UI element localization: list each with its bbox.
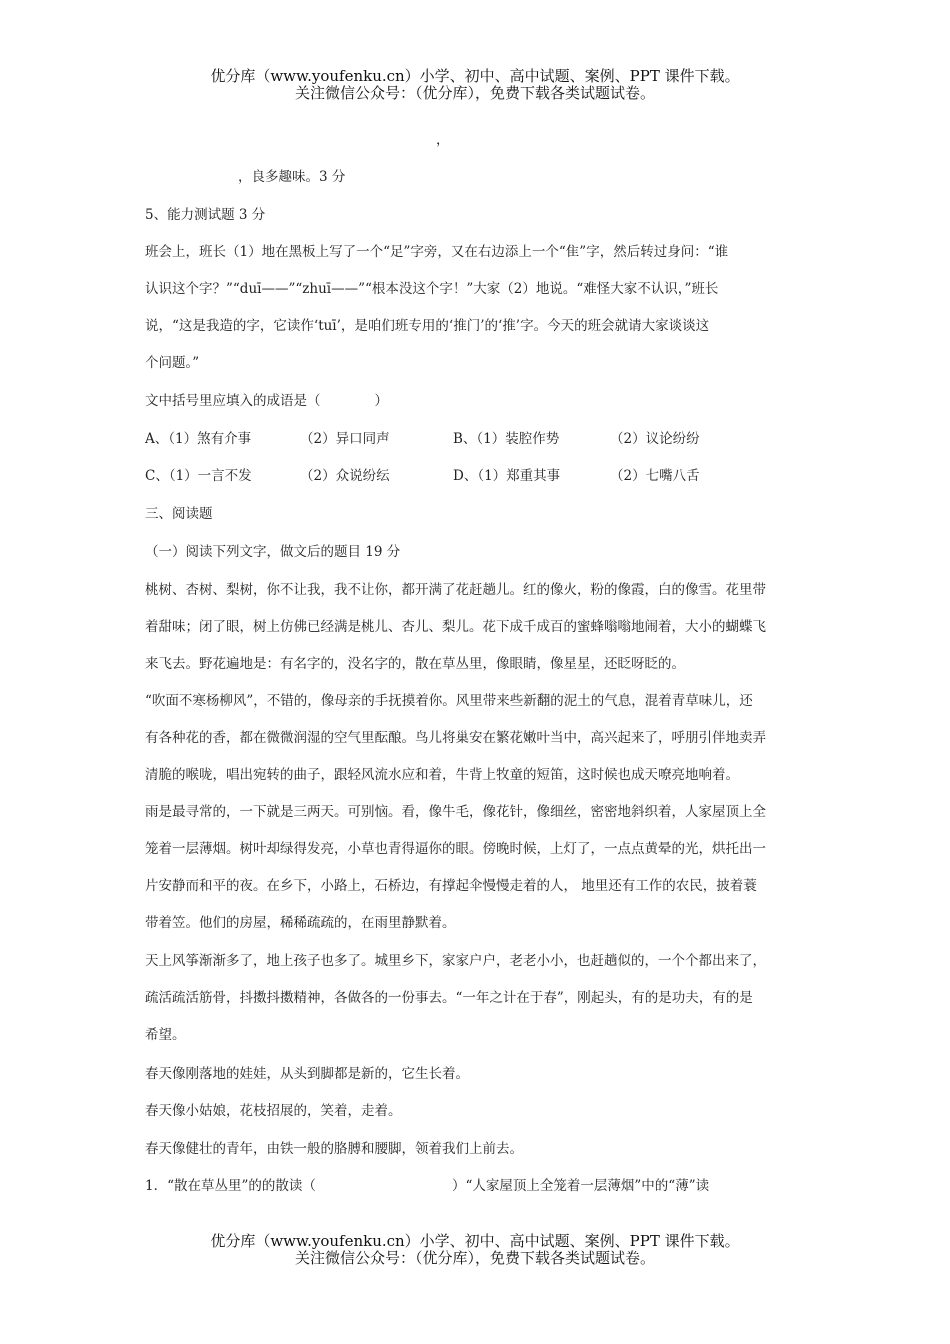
footer-line-2: 关注微信公众号：（优分库），免费下载各类试题试卷。 (294, 1249, 655, 1267)
passage-line: 雨是最寻常的，一下就是三两天。可别恼。看，像牛毛，像花针，像细丝，密密地斜织着，人家屋顶上全 (145, 804, 766, 820)
passage-line: 着甜味；闭了眼，树上仿佛已经满是桃儿、杏儿、梨儿。花下成千成百的蜜蜂嗡嗡地闹着，大小的蝴蝶飞 (145, 619, 766, 635)
passage-line: 疏活疏活筋骨，抖擞抖擞精神，各做各的一份事去。“一年之计在于春”，刚起头，有的是功夫，有的是 (145, 990, 753, 1006)
passage-line: 春天像健壮的青年，由铁一般的胳膊和腰脚，领着我们上前去。 (145, 1141, 523, 1157)
q5-paragraph: 认识这个字？”“duī——”“zhuī——”“根本没这个字！”大家（2）地说。“难怪大家不认识，”班长 (145, 281, 719, 297)
passage-line: 笼着一层薄烟。树叶却绿得发亮，小草也青得逼你的眼。傍晚时候，上灯了，一点点黄晕的光，烘托出一 (145, 841, 766, 857)
passage-line: 带着笠。他们的房屋，稀稀疏疏的，在雨里静默着。 (145, 915, 456, 931)
passage-line: 有各种花的香，都在微微润湿的空气里酝酿。鸟儿将巢安在繁花嫩叶当中，高兴起来了，呼朋引伴地卖弄 (145, 730, 766, 746)
passage-line: 桃树、杏树、梨树，你不让我，我不让你，都开满了花赶趟儿。红的像火，粉的像霞，白的像雪。花里带 (145, 582, 766, 598)
question-1-part-1: 1．“散在草丛里”的的散读（ (145, 1178, 316, 1194)
passage-line: 来飞去。野花遍地是：有名字的，没名字的，散在草丛里，像眼睛，像星星，还眨呀眨的。 (145, 656, 685, 672)
q5-paragraph: 说，“这是我造的字，它读作‘tuī’，是咱们班专用的‘推门’的‘推’字。今天的班会就请大家谈谈这 (145, 318, 710, 334)
section-subtitle: （一）阅读下列文字，做文后的题目 19 分 (145, 544, 401, 560)
page-footer (0, 1233, 950, 1267)
passage-line: 春天像刚落地的娃娃，从头到脚都是新的，它生长着。 (145, 1066, 469, 1082)
passage-line: 天上风筝渐渐多了，地上孩子也多了。城里乡下，家家户户，老老小小，也赶趟似的，一个个都出来了， (145, 953, 766, 969)
comma-fragment: ， (436, 132, 450, 148)
header-line-2: 关注微信公众号：（优分库），免费下载各类试题试卷。 (294, 84, 655, 102)
option-b-1: B、（1）装腔作势 (453, 431, 560, 447)
header-line-1[interactable]: 优分库（www.youfenku.cn）小学、初中、高中试题、案例、PPT 课件下载。 (210, 67, 740, 85)
passage-line: 片安静而和平的夜。在乡下，小路上，石桥边，有撑起伞慢慢走着的人， 地里还有工作的农民，披着蓑 (145, 878, 757, 894)
page-header (0, 68, 950, 102)
option-d-2: （2）七嘴八舌 (610, 468, 700, 484)
passage-line: 清脆的喉咙，唱出宛转的曲子，跟轻风流水应和着，牛背上牧童的短笛，这时候也成天嘹亮地响着。 (145, 767, 739, 783)
q5-question: 文中括号里应填入的成语是（ ） (145, 393, 388, 409)
option-c-1: C、（1）一言不发 (145, 468, 252, 484)
q5-paragraph: 个问题。” (145, 355, 200, 371)
passage-line: 希望。 (145, 1027, 186, 1043)
q5-title: 5、能力测试题 3 分 (145, 207, 266, 223)
q5-paragraph: 班会上，班长（1）地在黑板上写了一个“足”字旁，又在右边添上一个“隹”字，然后转过身问：“谁 (145, 244, 729, 260)
section-title: 三、阅读题 (145, 506, 213, 522)
option-a-1: A、（1）煞有介事 (145, 431, 252, 447)
option-b-2: （2）议论纷纷 (610, 431, 700, 447)
footer-line-1[interactable]: 优分库（www.youfenku.cn）小学、初中、高中试题、案例、PPT 课件下载。 (210, 1232, 740, 1250)
question-1-part-2: ）“人家屋顶上全笼着一层薄烟”中的“薄”读 (452, 1178, 710, 1194)
fun-fragment: ，良多趣味。3 分 (238, 169, 346, 185)
passage-line: “吹面不寒杨柳风”，不错的，像母亲的手抚摸着你。风里带来些新翻的泥土的气息，混着青草味儿，还 (145, 693, 753, 709)
passage-line: 春天像小姑娘，花枝招展的，笑着，走着。 (145, 1103, 402, 1119)
option-c-2: （2）众说纷纭 (300, 468, 390, 484)
option-d-1: D、（1）郑重其事 (453, 468, 561, 484)
option-a-2: （2）异口同声 (300, 431, 390, 447)
